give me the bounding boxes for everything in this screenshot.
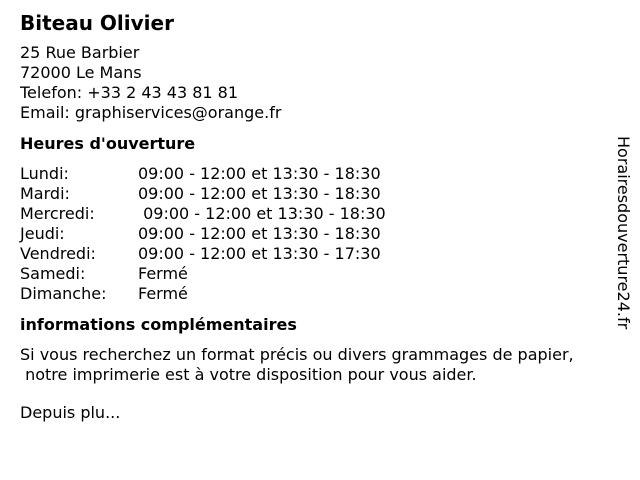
hours-row-wednesday (20, 204, 610, 224)
business-card (20, 10, 610, 423)
day-label: Dimanche: (20, 284, 107, 303)
day-label: Lundi: (20, 164, 69, 183)
hours-title: Heures d'ouverture (20, 134, 196, 153)
address-street: 25 Rue Barbier (20, 43, 140, 62)
day-label: Vendredi: (20, 244, 96, 263)
info-title: informations complémentaires (20, 315, 297, 334)
day-times: 09:00 - 12:00 et 13:30 - 18:30 (138, 184, 381, 203)
hours-row-saturday (20, 264, 610, 284)
email-line: Email: graphiservices@orange.fr (20, 103, 282, 122)
day-label: Mercredi: (20, 204, 95, 223)
read-more-text: Depuis plu... (20, 403, 121, 422)
day-times: 09:00 - 12:00 et 13:30 - 18:30 (138, 204, 386, 223)
day-label: Samedi: (20, 264, 86, 283)
hours-table (20, 164, 610, 304)
phone-line: Telefon: +33 2 43 43 81 81 (20, 83, 239, 102)
business-name: Biteau Olivier (20, 11, 174, 35)
day-times: 09:00 - 12:00 et 13:30 - 17:30 (138, 244, 381, 263)
hours-row-friday (20, 244, 610, 264)
address-city: 72000 Le Mans (20, 63, 142, 82)
site-watermark: Horairesdouverture24.fr (614, 136, 633, 330)
day-label: Mardi: (20, 184, 70, 203)
hours-row-monday (20, 164, 610, 184)
hours-row-sunday (20, 284, 610, 304)
info-description: Si vous recherchez un format précis ou divers grammages de papier, notre imprimerie est à votre disposition pour vous aider. (20, 345, 574, 384)
day-times: Fermé (138, 284, 188, 303)
day-label: Jeudi: (20, 224, 65, 243)
day-times: Fermé (138, 264, 188, 283)
day-times: 09:00 - 12:00 et 13:30 - 18:30 (138, 164, 381, 183)
hours-row-tuesday (20, 184, 610, 204)
day-times: 09:00 - 12:00 et 13:30 - 18:30 (138, 224, 381, 243)
hours-row-thursday (20, 224, 610, 244)
